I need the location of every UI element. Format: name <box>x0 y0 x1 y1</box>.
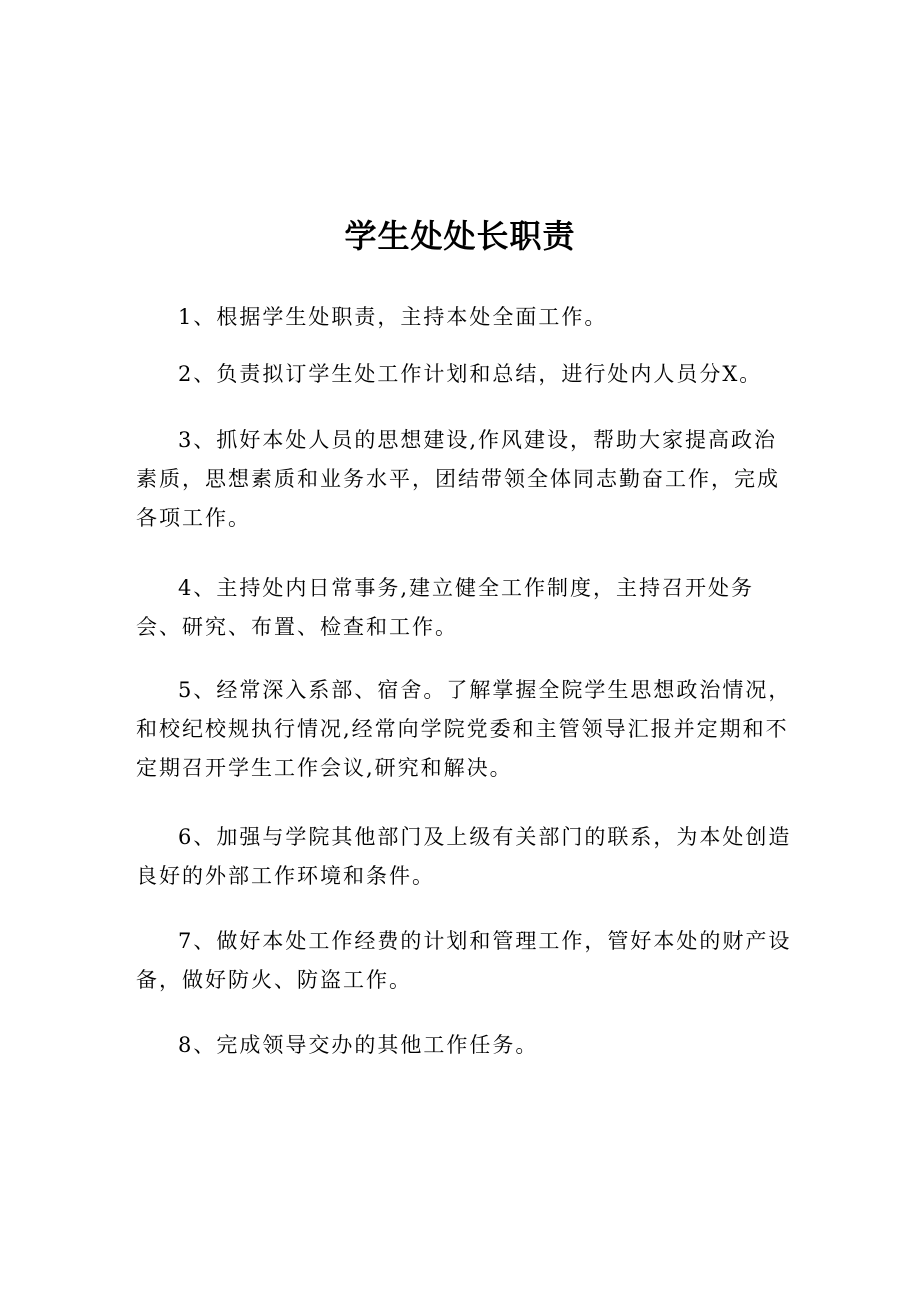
duty-item-3: 3、抓好本处人员的思想建设,作风建设，帮助大家提高政治素质，思想素质和业务水平，团结带领全体同志勤奋工作，完成各项工作。 <box>136 428 780 530</box>
duty-item-7: 7、做好本处工作经费的计划和管理工作，管好本处的财产设备，做好防火、防盗工作。 <box>136 929 792 992</box>
duty-item-5: 5、经常深入系部、宿舍。了解掌握全院学生思想政治情况，和校纪校规执行情况,经常向学院党委和主管领导汇报并定期和不定期召开学生工作会议,研究和解决。 <box>136 678 792 780</box>
duty-item-6: 6、加强与学院其他部门及上级有关部门的联系，为本处创造良好的外部工作环境和条件。 <box>136 825 792 888</box>
document-title: 学生处处长职责 <box>344 217 576 255</box>
duty-item-8: 8、完成领导交办的其他工作任务。 <box>178 1033 539 1057</box>
duty-item-2: 2、负责拟订学生处工作计划和总结，进行处内人员分X。 <box>178 362 763 386</box>
duty-item-1: 1、根据学生处职责，主持本处全面工作。 <box>178 305 608 329</box>
duty-item-4: 4、主持处内日常事务,建立健全工作制度，主持召开处务会、研究、布置、检查和工作。 <box>136 576 755 639</box>
